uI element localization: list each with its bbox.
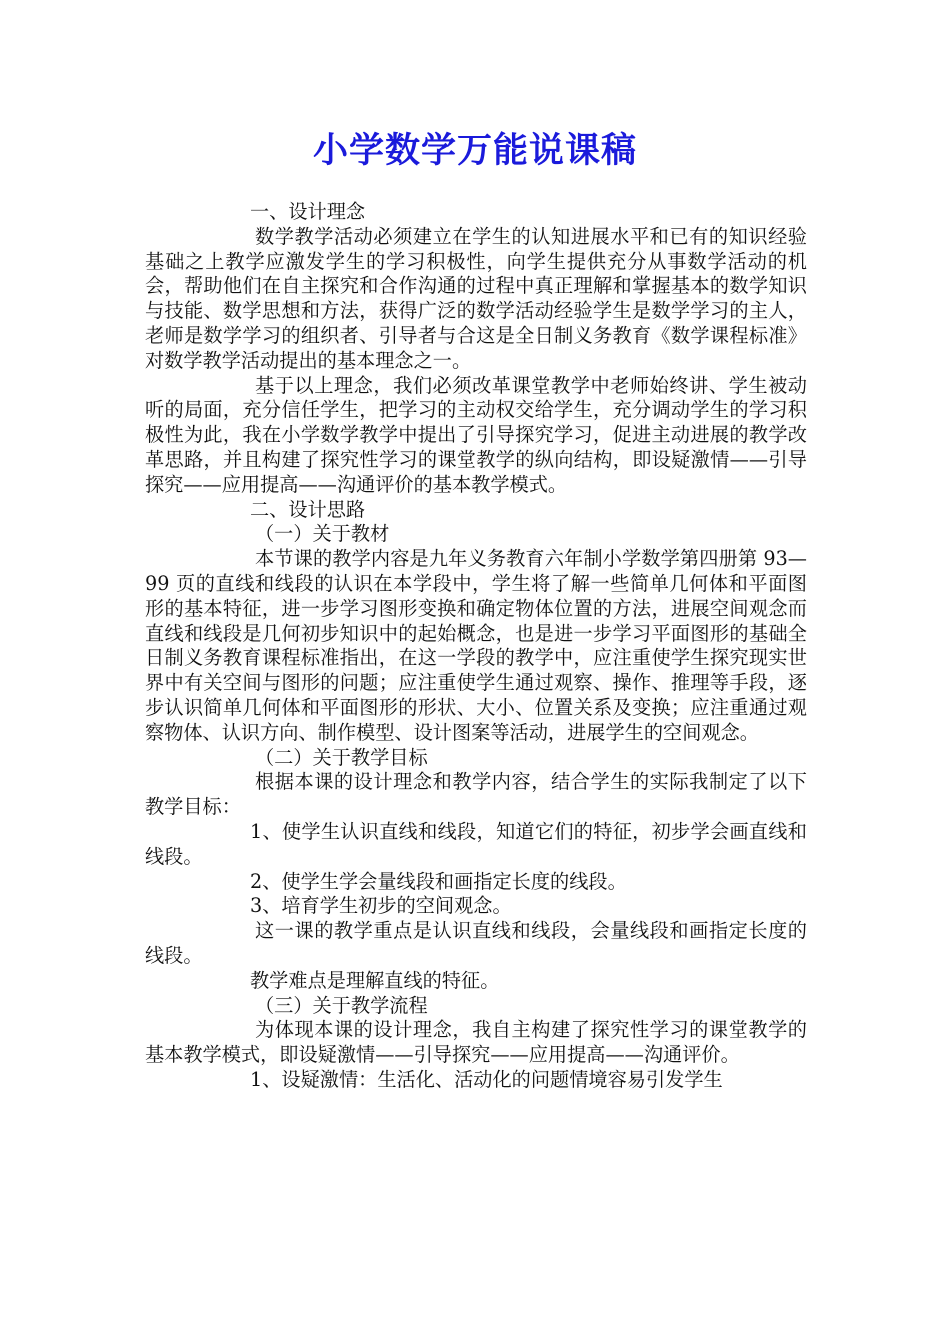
paragraph-process-step-1: 1、设疑激情：生活化、活动化的问题情境容易引发学生: [250, 1067, 723, 1091]
document-title: 小学数学万能说课稿: [312, 130, 637, 171]
goal-item-3: 3、培育学生初步的空间观念。: [250, 894, 512, 918]
goal-item-1: 1、使学生认识直线和线段，知道它们的特征，初步学会画直线和线段。: [145, 819, 807, 868]
paragraph-design-concept-2: 基于以上理念，我们必须改革课堂教学中老师始终讲、学生被动听的局面，充分信任学生，把学习的主动权交给学生，充分调动学生的学习积极性为此，我在小学数学教学中提出了引导探究学习，促进主动进展的教学改革思路，并且构建了探究性学习的课堂教学的纵向结构，即设疑激情——引导探究——应用提高——沟通评价的基本教学模式。: [145, 373, 807, 496]
section-heading-design-concept: 一、设计理念: [250, 200, 366, 223]
paragraph-process: 为体现本课的设计理念，我自主构建了探究性学习的课堂教学的基本教学模式，即设疑激情——引导探究——应用提高——沟通评价。: [145, 1018, 807, 1067]
paragraph-design-concept-1: 数学教学活动必须建立在学生的认知进展水平和已有的知识经验基础之上教学应激发学生的学习积极性，向学生提供充分从事数学活动的机会，帮助他们在自主探究和合作沟通的过程中真正理解和掌握基本的数学知识与技能、数学思想和方法，获得广泛的数学活动经验学生是数学学习的主人，老师是数学学习的组织者、引导者与合这是全日制义务教育《数学课程标准》对数学教学活动提出的基本理念之一。: [145, 224, 807, 372]
subsection-heading-goals: （二）关于教学目标: [255, 745, 428, 769]
paragraph-goals-intro: 根据本课的设计理念和教学内容，结合学生的实际我制定了以下教学目标：: [145, 770, 807, 819]
subsection-heading-process: （三）关于教学流程: [255, 993, 428, 1017]
subsection-heading-textbook: （一）关于教材: [255, 522, 390, 546]
section-heading-design-idea: 二、设计思路: [250, 497, 366, 521]
paragraph-difficulty: 教学难点是理解直线的特征。: [250, 968, 500, 992]
paragraph-textbook: 本节课的教学内容是九年义务教育六年制小学数学第四册第 93—99 页的直线和线段的认识在本学段中，学生将了解一些简单几何体和平面图形的基本特征，进一步学习图形变换和确定物体位置的方法，进展空间观念而直线和线段是几何初步知识中的起始概念，也是进一步学习平面图形的基础全日制义务教育课程标准指出，在这一学段的教学中，应注重使学生探究现实世界中有关空间与图形的问题；应注重使学生通过观察、操作、推理等手段，逐步认识简单几何体和平面图形的形状、大小、位置关系及变换；应注重通过观察物体、认识方向、制作模型、设计图案等活动，进展学生的空间观念。: [145, 547, 807, 744]
paragraph-key-point: 这一课的教学重点是认识直线和线段，会量线段和画指定长度的线段。: [145, 919, 807, 967]
document-body: [145, 200, 807, 1093]
goal-item-2: 2、使学生学会量线段和画指定长度的线段。: [250, 869, 627, 893]
